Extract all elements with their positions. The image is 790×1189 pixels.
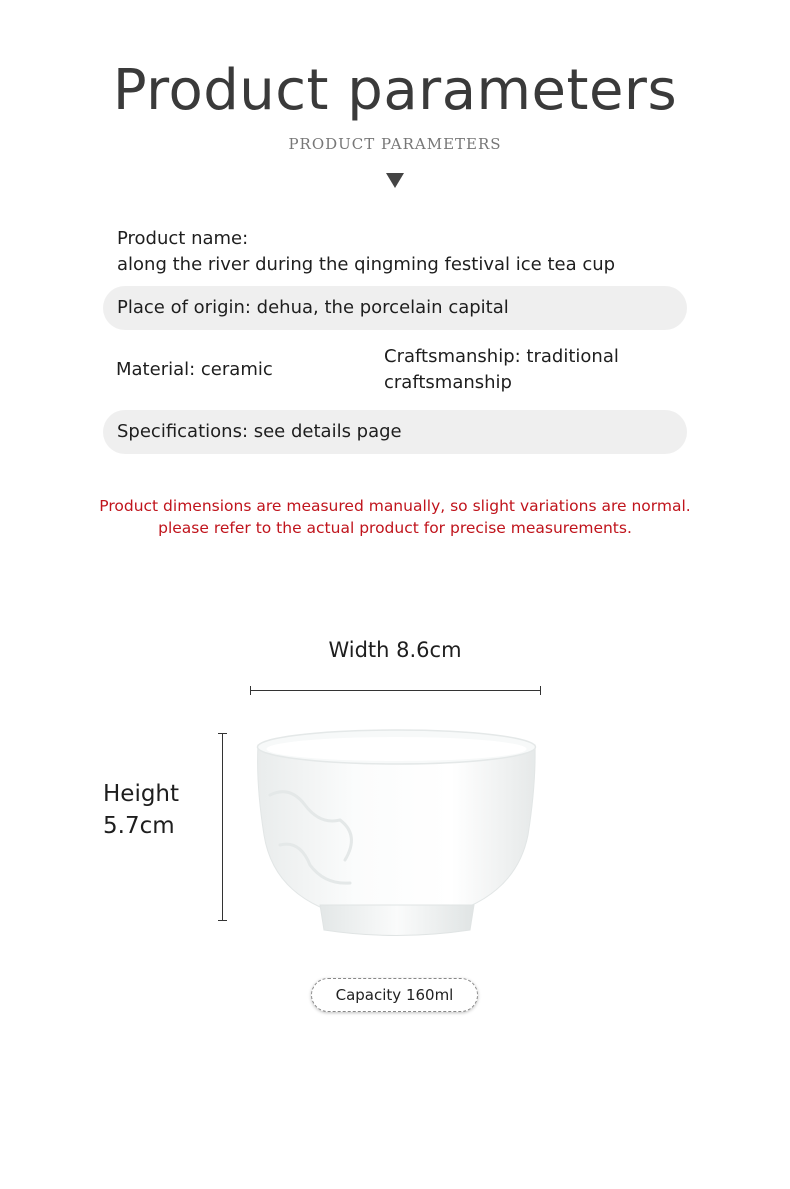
height-line-bottom-cap [218,920,227,921]
width-dimension-line [250,690,540,691]
page-title: Product parameters [112,58,678,123]
height-line-top-cap [218,733,227,734]
craftsmanship-line2: craftsmanship [384,372,512,393]
cup-inner-shape [267,737,527,761]
cup-foot-shape [320,905,474,936]
specifications-row [103,410,687,454]
height-dimension-line [222,733,223,920]
notice-line2: please refer to the actual product for precise measurements. [158,519,632,537]
tea-cup-image [250,725,545,950]
measurement-notice [0,495,790,539]
origin-text: Place of origin: dehua, the porcelain capital [117,297,509,318]
down-triangle-icon [386,173,404,188]
height-label-line2: 5.7cm [103,813,175,839]
capacity-badge: Capacity 160ml [311,978,478,1012]
notice-line1: Product dimensions are measured manually, so slight variations are normal. [99,497,691,515]
height-label [103,778,179,842]
material-text: Material: ceramic [116,359,273,380]
specifications-text: Specifications: see details page [117,421,402,442]
craftsmanship-text [384,344,619,396]
cup-body-shape [258,745,536,907]
width-label: Width 8.6cm [328,638,462,662]
page-subtitle: PRODUCT PARAMETERS [288,135,502,153]
height-label-line1: Height [103,781,180,807]
width-line-start-cap [250,686,251,695]
craftsmanship-line1: Craftsmanship: traditional [384,346,619,367]
width-line-end-cap [540,686,541,695]
product-name-value: along the river during the qingming festival ice tea cup [117,254,616,275]
product-name-row [117,226,615,278]
product-name-label: Product name: [117,228,249,249]
origin-row [103,286,687,330]
